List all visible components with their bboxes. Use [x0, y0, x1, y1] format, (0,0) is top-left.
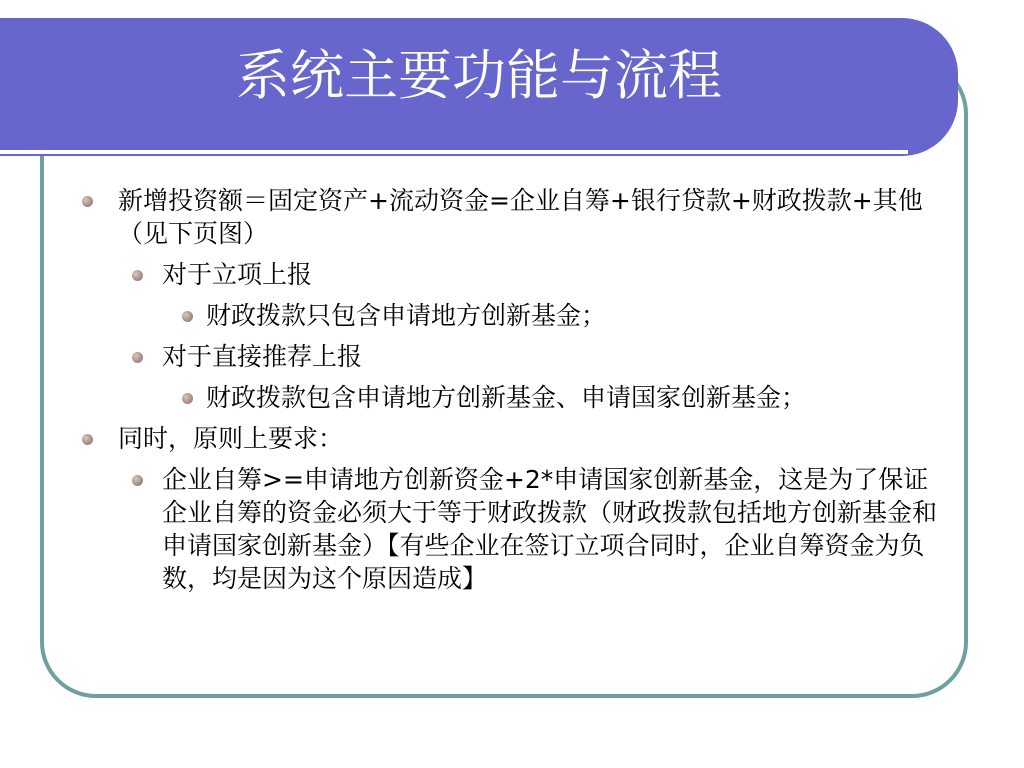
bullet-item [78, 381, 958, 414]
bullet-text: 财政拨款包含申请地方创新基金、申请国家创新基金； [206, 383, 807, 412]
bullet-text: 同时，原则上要求： [118, 424, 344, 453]
bullet-dot-icon [82, 434, 93, 445]
bullet-item [78, 340, 958, 373]
bullet-dot-icon [182, 393, 193, 404]
bullet-item [78, 258, 958, 291]
bullet-dot-icon [132, 352, 143, 363]
bullet-text: 对于直接推荐上报 [162, 342, 363, 371]
slide-title: 系统主要功能与流程 [236, 44, 722, 107]
title-underline [0, 150, 908, 154]
bullet-item [78, 422, 958, 455]
bullet-text: 企业自筹>=申请地方创新资金+2*申请国家创新基金，这是为了保证企业自筹的资金必须大于等于财政拨款（财政拨款包括地方创新基金和申请国家创新基金）【有些企业在签订立项合同时，企业自筹资金为负数，均是因为这个原因造成】 [162, 465, 938, 593]
bullet-text: 新增投资额＝固定资产+流动资金=企业自筹+银行贷款+财政拨款+其他 （见下页图） [118, 186, 923, 248]
bullet-dot-icon [182, 311, 193, 322]
bullet-text: 对于立项上报 [162, 260, 313, 289]
bullet-dot-icon [132, 270, 143, 281]
bullet-dot-icon [82, 196, 93, 207]
bullet-item [78, 299, 958, 332]
bullet-text: 财政拨款只包含申请地方创新基金； [206, 301, 607, 330]
bullet-item [78, 184, 953, 250]
bullet-list [78, 184, 958, 603]
bullet-dot-icon [132, 475, 143, 486]
bullet-item [78, 463, 942, 595]
